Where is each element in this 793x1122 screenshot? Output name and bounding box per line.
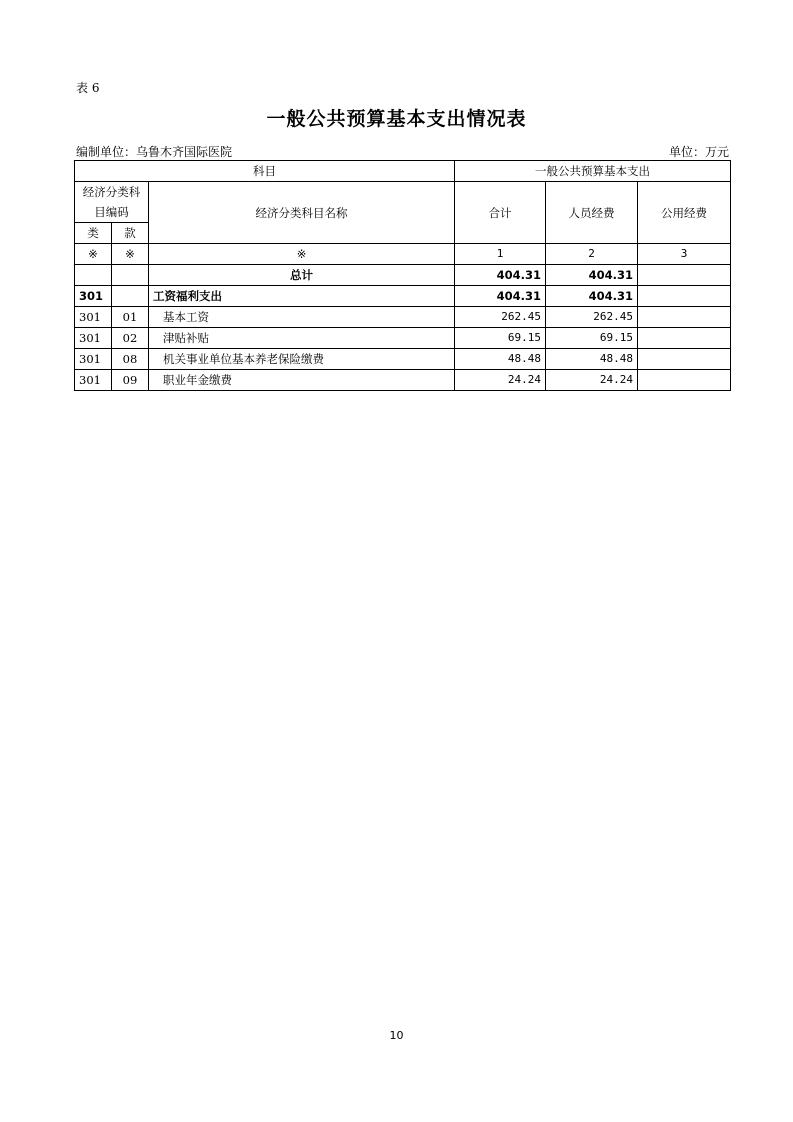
row-total: 24.24 (455, 370, 546, 391)
row-public (638, 307, 731, 328)
col-number-1: 1 (455, 244, 546, 265)
row-class: 301 (75, 286, 112, 307)
row-public (638, 328, 731, 349)
row-public (638, 349, 731, 370)
header-subject: 科目 (75, 161, 455, 182)
row-item (112, 286, 149, 307)
row-class: 301 (75, 349, 112, 370)
row-class: 301 (75, 370, 112, 391)
header-total: 合计 (455, 182, 546, 244)
table-cell (112, 265, 149, 286)
row-name: 基本工资 (149, 307, 455, 328)
table-cell (75, 265, 112, 286)
total-label: 总计 (149, 265, 455, 286)
row-name: 职业年金缴费 (149, 370, 455, 391)
header-code: 经济分类科目编码 (75, 182, 149, 223)
mark-class: ※ (75, 244, 112, 265)
row-name: 津贴补贴 (149, 328, 455, 349)
col-number-3: 3 (638, 244, 731, 265)
total-amount: 404.31 (455, 265, 546, 286)
table-row (75, 370, 731, 391)
unit-label: 单位：万元 (668, 145, 729, 159)
row-personnel: 69.15 (546, 328, 638, 349)
row-total: 262.45 (455, 307, 546, 328)
row-total: 404.31 (455, 286, 546, 307)
total-row (75, 265, 731, 286)
total-public (638, 265, 731, 286)
row-public (638, 370, 731, 391)
table-row (75, 328, 731, 349)
mark-item: ※ (112, 244, 149, 265)
row-total: 69.15 (455, 328, 546, 349)
header-personnel: 人员经费 (546, 182, 638, 244)
row-item: 02 (112, 328, 149, 349)
table-row (75, 286, 731, 307)
header-budget: 一般公共预算基本支出 (455, 161, 731, 182)
budget-table (74, 160, 731, 391)
row-name: 机关事业单位基本养老保险缴费 (149, 349, 455, 370)
table-row (75, 307, 731, 328)
mark-name: ※ (149, 244, 455, 265)
row-item: 08 (112, 349, 149, 370)
header-row-2 (75, 182, 731, 223)
row-personnel: 48.48 (546, 349, 638, 370)
header-row-4 (75, 244, 731, 265)
row-class: 301 (75, 307, 112, 328)
row-class: 301 (75, 328, 112, 349)
total-personnel: 404.31 (546, 265, 638, 286)
header-name: 经济分类科目名称 (149, 182, 455, 244)
row-name: 工资福利支出 (149, 286, 455, 307)
organization-label: 编制单位：乌鲁木齐国际医院 (76, 145, 233, 159)
header-item: 款 (112, 223, 149, 244)
table-row (75, 349, 731, 370)
row-total: 48.48 (455, 349, 546, 370)
row-item: 01 (112, 307, 149, 328)
row-personnel: 262.45 (546, 307, 638, 328)
table-label: 表 6 (76, 81, 100, 95)
col-number-2: 2 (546, 244, 638, 265)
page-number: 10 (389, 1029, 404, 1042)
row-public (638, 286, 731, 307)
page-title: 一般公共预算基本支出情况表 (266, 108, 527, 130)
header-row-1 (75, 161, 731, 182)
header-public: 公用经费 (638, 182, 731, 244)
row-item: 09 (112, 370, 149, 391)
header-class: 类 (75, 223, 112, 244)
row-personnel: 24.24 (546, 370, 638, 391)
row-personnel: 404.31 (546, 286, 638, 307)
